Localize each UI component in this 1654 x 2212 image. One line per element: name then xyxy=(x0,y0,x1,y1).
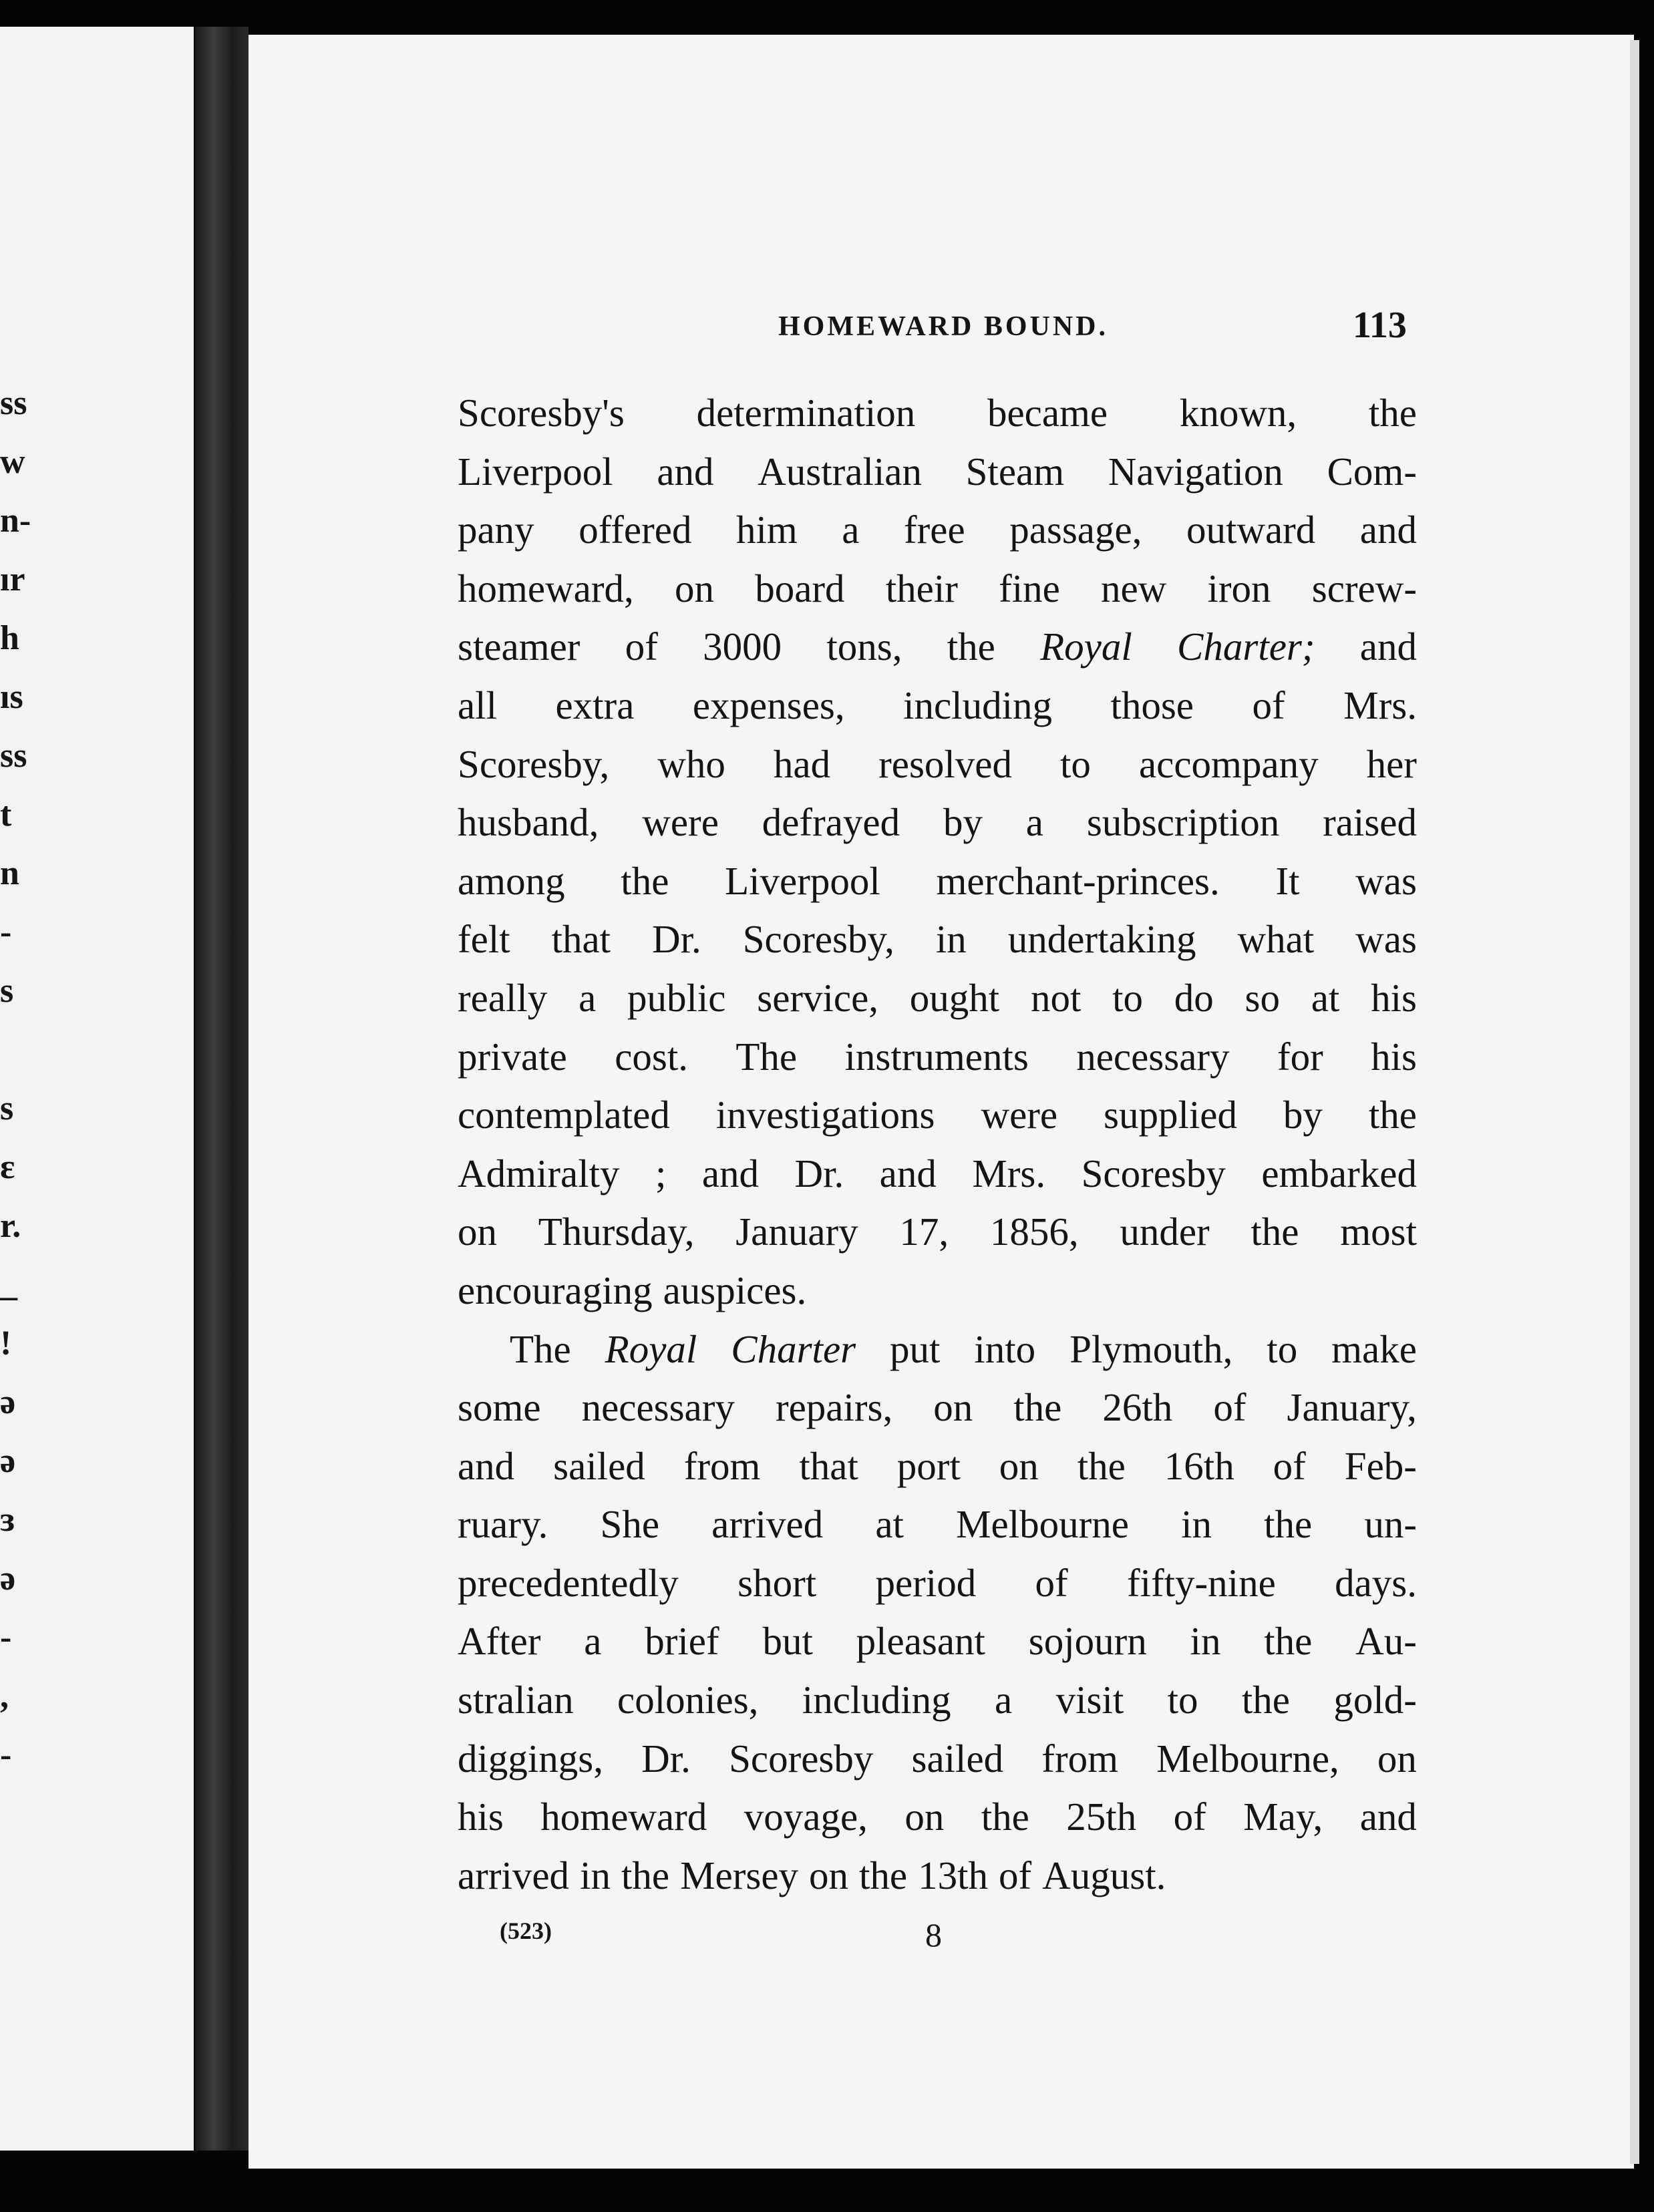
page-fore-edge xyxy=(1630,40,1639,2164)
facing-page-char: ır xyxy=(0,560,25,598)
text-line: homeward, on board their fine new iron screw- xyxy=(458,566,1417,610)
text-line: The Royal Charter put into Plymouth, to make xyxy=(510,1326,1417,1371)
facing-page-char: n- xyxy=(0,502,31,540)
text-line: stralian colonies, including a visit to the gold- xyxy=(458,1678,1417,1722)
text-line: diggings, Dr. Scoresby sailed from Melbourne, on xyxy=(458,1736,1417,1781)
text-line: Admiralty ; and Dr. and Mrs. Scoresby embarked xyxy=(458,1151,1417,1195)
text-line: his homeward voyage, on the 25th of May, and xyxy=(458,1795,1417,1839)
text-line: felt that Dr. Scoresby, in undertaking what was xyxy=(458,917,1417,962)
facing-page-char: t xyxy=(0,795,12,834)
body-text xyxy=(458,384,1417,1905)
text-line: ruary. She arrived at Melbourne in the un- xyxy=(458,1502,1417,1547)
gathering-signature-number: 8 xyxy=(925,1916,942,1954)
page-number: 113 xyxy=(1353,305,1407,346)
text-line: Liverpool and Australian Steam Navigation Com- xyxy=(458,449,1417,494)
facing-page-char: ɜ xyxy=(0,1501,15,1539)
facing-page-char: r. xyxy=(0,1207,21,1245)
text-line: Scoresby, who had resolved to accompany her xyxy=(458,741,1417,786)
facing-page-char: h xyxy=(0,619,19,657)
facing-page-char: w xyxy=(0,443,25,481)
text-line: some necessary repairs, on the 26th of January, xyxy=(458,1385,1417,1430)
facing-page-char: ss xyxy=(0,384,27,422)
facing-page-char: ! xyxy=(0,1324,12,1362)
text-line: and sailed from that port on the 16th of Feb- xyxy=(458,1443,1417,1488)
text-line: pany offered him a free passage, outward and xyxy=(458,508,1417,552)
facing-page-cut-text xyxy=(0,374,40,1785)
text-line: really a public service, ought not to do so at his xyxy=(458,975,1417,1020)
printer-signature-mark: (523) xyxy=(500,1917,552,1944)
facing-page-edge xyxy=(0,27,194,2151)
running-head: HOMEWARD BOUND. xyxy=(778,311,1109,342)
facing-page-char: - xyxy=(0,913,12,951)
text-line: on Thursday, January 17, 1856, under the most xyxy=(458,1210,1417,1254)
facing-page-char: ss xyxy=(0,737,27,775)
book-gutter xyxy=(195,27,249,2151)
text-line: husband, were defrayed by a subscription raised xyxy=(458,800,1417,845)
facing-page-char: - xyxy=(0,1618,12,1656)
facing-page-char: ɛ xyxy=(0,1148,15,1186)
facing-page-char: , xyxy=(0,1677,9,1715)
facing-page-char: ə xyxy=(0,1383,16,1421)
facing-page-char: n xyxy=(0,854,19,892)
facing-page-char: _ xyxy=(0,1266,17,1304)
text-line: Scoresby's determination became known, the xyxy=(458,391,1417,435)
facing-page-char xyxy=(0,1021,40,1079)
facing-page-char: ə xyxy=(0,1442,16,1480)
facing-page-char: s xyxy=(0,972,14,1010)
text-line: precedentedly short period of fifty-nine days. xyxy=(458,1560,1417,1605)
text-line: all extra expenses, including those of Mrs. xyxy=(458,683,1417,727)
text-line: among the Liverpool merchant-princes. It was xyxy=(458,858,1417,903)
text-line: contemplated investigations were supplied by the xyxy=(458,1093,1417,1137)
text-line: steamer of 3000 tons, the Royal Charter; and xyxy=(458,624,1417,669)
facing-page-char: s xyxy=(0,1089,14,1127)
facing-page-char: - xyxy=(0,1736,12,1774)
text-line: encouraging auspices. xyxy=(458,1268,807,1312)
text-line: After a brief but pleasant sojourn in the Au- xyxy=(458,1619,1417,1664)
text-line: private cost. The instruments necessary for his xyxy=(458,1034,1417,1079)
facing-page-char: ə xyxy=(0,1559,16,1598)
text-line: arrived in the Mersey on the 13th of August. xyxy=(458,1853,1166,1897)
facing-page-char: ıs xyxy=(0,678,23,716)
